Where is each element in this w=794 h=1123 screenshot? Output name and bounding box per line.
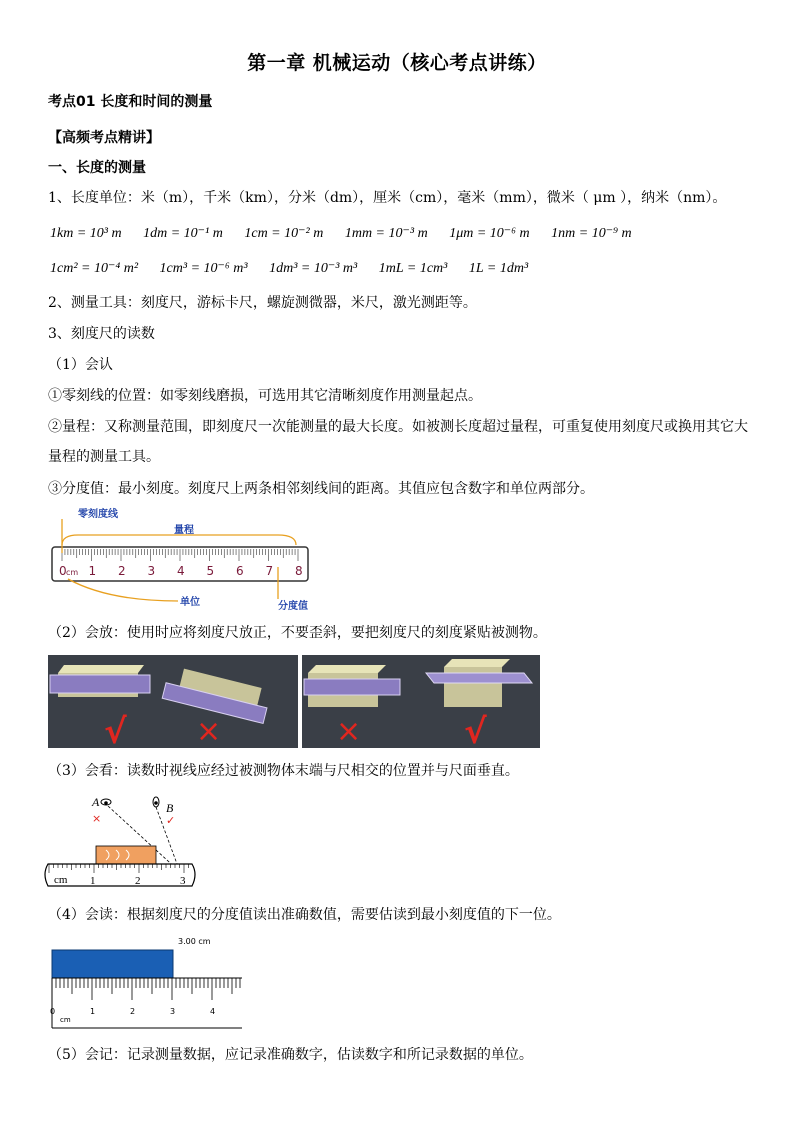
tick-label: 3: [147, 564, 156, 578]
block-top: [58, 665, 144, 673]
tick-label: 5: [206, 564, 215, 578]
unit-caption: 单位: [180, 597, 200, 608]
formula: 1dm = 10⁻¹ m: [143, 226, 223, 241]
tick-label: 0: [59, 564, 67, 578]
ruler-flat: [426, 673, 532, 683]
point-a-label: A: [92, 795, 100, 809]
viewing-diagram: [44, 790, 204, 896]
paragraph-read: （4）会读：根据刻度尺的分度值读出准确数值，需要估读到最小刻度值的下一位。: [48, 907, 561, 923]
paragraph-tools: 2、测量工具：刻度尺，游标卡尺，螺旋测微器，米尺，激光测距等。: [48, 295, 477, 311]
division-label: 分度值: [278, 601, 308, 612]
block-top: [308, 665, 386, 673]
unit-label: cm: [66, 568, 79, 577]
placement-photo-left: [48, 655, 298, 748]
block-top: [444, 659, 510, 667]
formula-row-2: [50, 260, 546, 277]
check-mark: √: [464, 712, 487, 748]
tick-label: 1: [90, 875, 96, 887]
tick-label: 3: [180, 875, 186, 887]
placement-photo-right: [302, 655, 540, 748]
zero-label: 零刻度线: [78, 509, 118, 520]
ruler-ticks: [52, 978, 240, 1000]
formula: 1cm = 10⁻² m: [244, 226, 324, 241]
cross-mark: ×: [196, 714, 222, 748]
paragraph-zero: ①零刻线的位置：如零刻线磨损，可选用其它清晰刻度作用测量起点。: [48, 388, 482, 404]
range-label: 量程: [174, 525, 194, 536]
check-mark: √: [104, 712, 127, 748]
ruler-body: [45, 864, 195, 886]
pupil: [154, 801, 158, 805]
measured-bar: [52, 950, 173, 978]
paragraph-record: （5）会记：记录测量数据，应记录准确数字，估读数字和所记录数据的单位。: [48, 1047, 533, 1063]
cross-mark: ×: [92, 812, 102, 825]
reading-diagram: [46, 932, 246, 1030]
unit-label: cm: [60, 1016, 71, 1024]
formula-row-1: [50, 225, 650, 242]
formula: 1mL = 1cm³: [378, 261, 448, 276]
paragraph-view: （3）会看：读数时视线应经过被测物体末端与尺相交的位置并与尺面垂直。: [48, 763, 519, 779]
tick-label: 3: [170, 1007, 176, 1016]
pupil: [104, 801, 108, 805]
tick-label: 4: [210, 1007, 216, 1016]
point-b-label: B: [166, 801, 174, 815]
formula: 1μm = 10⁻⁶ m: [449, 226, 530, 241]
tick-label: 4: [177, 564, 185, 578]
ruler-straight: [50, 675, 150, 693]
tick-label: 2: [130, 1007, 136, 1016]
formula: 1dm³ = 10⁻³ m³: [269, 261, 358, 276]
paragraph-division: ③分度值：最小刻度。刻度尺上两条相邻刻线间的距离。其值应包含数字和单位两部分。: [48, 481, 594, 497]
tick-label: 2: [135, 875, 141, 887]
cross-mark: ×: [336, 714, 362, 748]
paragraph-place: （2）会放：使用时应将刻度尺放正，不要歪斜，要把刻度尺的刻度紧贴被测物。: [48, 625, 547, 641]
unit-pointer: [68, 579, 178, 601]
unit-label: cm: [54, 874, 68, 886]
tick-label: 8: [295, 564, 303, 578]
formula: 1cm³ = 10⁻⁶ m³: [159, 261, 248, 276]
paragraph-recognize: （1）会认: [48, 357, 113, 373]
ruler-numbers: [59, 564, 303, 578]
ruler-edge: [304, 679, 400, 695]
tick-label: 1: [88, 564, 97, 578]
paragraph-units: 1、长度单位：米（m），千米（km），分米（dm），厘米（cm），毫米（mm），微米（ μm ），纳米（nm）。: [48, 190, 727, 206]
check-mark: ✓: [166, 814, 176, 827]
formula: 1cm² = 10⁻⁴ m²: [50, 261, 139, 276]
tick-label: 1: [90, 1007, 96, 1016]
section-heading: 考点01 长度和时间的测量: [48, 94, 213, 110]
paragraph-reading: 3、刻度尺的读数: [48, 326, 155, 342]
reading-value: 3.00 cm: [178, 937, 211, 946]
paragraph-range: ②量程：又称测量范围，即刻度尺一次能测量的最大长度。如被测长度超过量程，可重复使用刻度尺或换用其它大量程的测量工具。: [48, 419, 748, 465]
formula: 1nm = 10⁻⁹ m: [551, 226, 632, 241]
formula: 1L = 1dm³: [468, 261, 529, 276]
range-brace: [62, 535, 296, 545]
page-title: 第一章 机械运动（核心考点讲练）: [247, 52, 547, 74]
formula: 1km = 10³ m: [50, 226, 122, 241]
part-heading: 一、长度的测量: [48, 160, 146, 176]
tick-label: 6: [236, 564, 244, 578]
ruler-diagram: [48, 505, 318, 615]
subsection-heading: 【高频考点精讲】: [48, 130, 160, 146]
tick-label: 2: [118, 564, 126, 578]
tick-label: 0: [50, 1007, 56, 1016]
measured-object: [96, 846, 156, 864]
tick-label: 7: [265, 564, 274, 578]
formula: 1mm = 10⁻³ m: [344, 226, 428, 241]
